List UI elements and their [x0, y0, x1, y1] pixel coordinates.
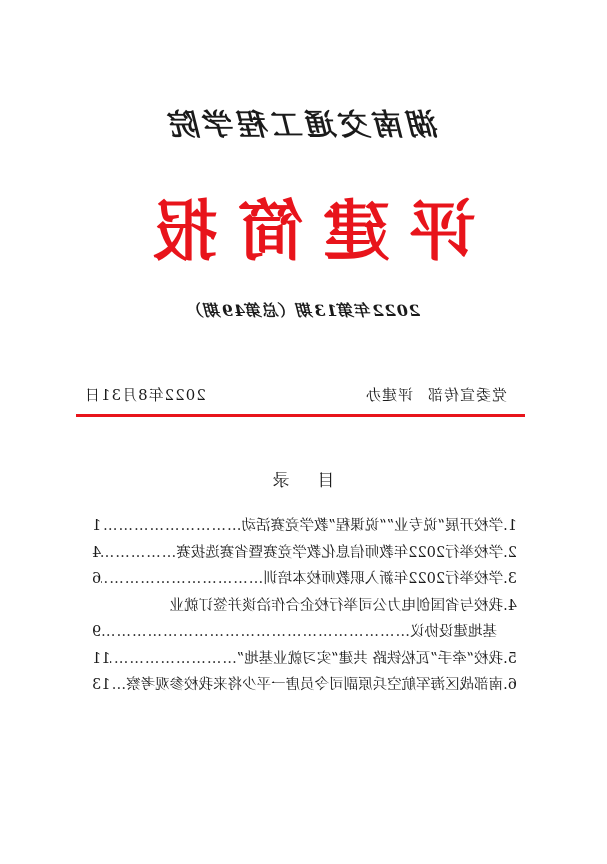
toc-item-2[interactable]: 2. 学校举行2022年教师信息化教学竞赛暨省赛选拔赛 …………………………………………………………………………………………………… 4	[92, 540, 517, 567]
toc-leader-dots	[101, 540, 176, 567]
toc-item-4[interactable]: 4. 我校与省国创电力公司举行校企合作洽谈并签订就业	[169, 597, 517, 614]
institution-name: 湖南交通工程学院	[167, 108, 440, 143]
publisher-info	[365, 384, 507, 405]
toc-leader-dots	[101, 513, 241, 540]
toc-leader-dots	[110, 672, 126, 699]
table-of-contents	[92, 513, 517, 699]
department-label: 党委宣传部	[426, 386, 507, 404]
toc-leader-dots	[101, 619, 410, 646]
issue-number: 2022年第13期（总第49期）	[186, 301, 421, 320]
toc-heading: 目录	[244, 471, 335, 491]
meta-row	[84, 384, 507, 405]
toc-leader-dots	[110, 646, 236, 673]
toc-item-6[interactable]: 6. 南部战区海军航空兵原副司令员唐一平少将来我校参观考察 …………………………………………………………………………………………………… 13	[92, 672, 517, 699]
toc-leader-dots	[101, 566, 263, 593]
red-divider	[76, 414, 525, 417]
toc-item-4-continued[interactable]: 基地建设协议 …………………………………………………………………………………………………… 9	[92, 619, 517, 646]
office-label: 评建办	[364, 386, 413, 404]
toc-item-1[interactable]: 1. 学校开展“说专业”“说课程”教学竞赛活动 …………………………………………………………………………………………………… 1	[92, 513, 517, 540]
toc-item-3[interactable]: 3. 学校举行2022年新入职教师校本培训 …………………………………………………………………………………………………… 6	[92, 566, 517, 593]
publish-date: 2022年8月31日	[84, 386, 206, 404]
toc-item-5[interactable]: 5. 我校“牵手”瓦松铁路 共建“实习就业基地” …………………………………………………………………………………………………… 11	[92, 646, 517, 673]
journal-title: 评建简报	[131, 193, 476, 270]
